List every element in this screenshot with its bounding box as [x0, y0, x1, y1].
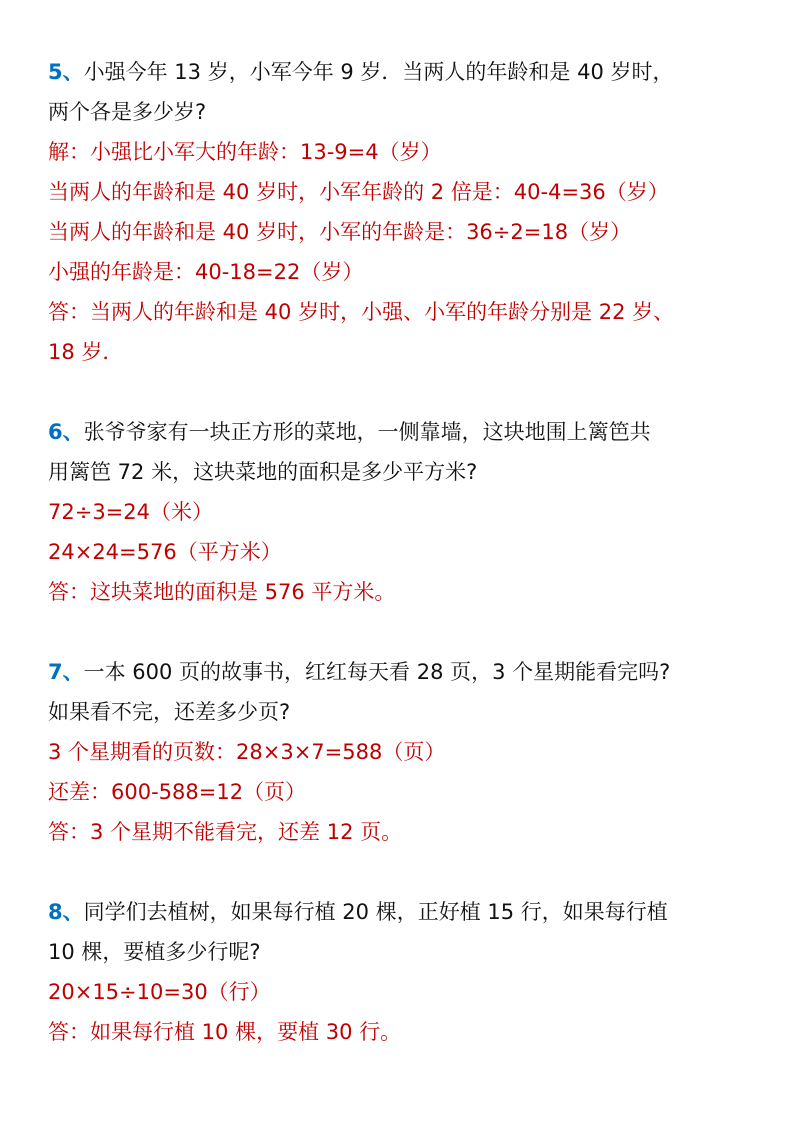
- answer-line: 3 个星期看的页数：28×3×7=588（页）: [48, 740, 446, 764]
- answer-line: 答：当两人的年龄和是 40 岁时，小强、小军的年龄分别是 22 岁、: [48, 300, 675, 324]
- problem-number: 6、: [48, 420, 84, 444]
- question-text: 两个各是多少岁?: [48, 100, 207, 124]
- document-page: [48, 52, 768, 1052]
- answer-line: 答：3 个星期不能看完，还差 12 页。: [48, 820, 403, 844]
- answer-line: 72÷3=24（米）: [48, 500, 213, 524]
- question-line: [48, 452, 768, 492]
- problem-6: [48, 412, 768, 612]
- answer-line: 当两人的年龄和是 40 岁时，小军的年龄是：36÷2=18（岁）: [48, 220, 632, 244]
- question-text: 同学们去植树，如果每行植 20 棵，正好植 15 行，如果每行植: [83, 900, 668, 924]
- spacer: [48, 852, 768, 892]
- answer-line: 20×15÷10=30（行）: [48, 980, 271, 1004]
- answer-line: 当两人的年龄和是 40 岁时，小军年龄的 2 倍是：40-4=36（岁）: [48, 180, 669, 204]
- spacer: [48, 612, 768, 652]
- answer-line: 24×24=576（平方米）: [48, 540, 282, 564]
- question-text: 张爷爷家有一块正方形的菜地，一侧靠墙，这块地围上篱笆共: [83, 420, 651, 444]
- answer-line: 答：如果每行植 10 棵，要植 30 行。: [48, 1020, 402, 1044]
- answer-line: 还差：600-588=12（页）: [48, 780, 307, 804]
- question-line: [48, 52, 768, 92]
- question-line: [48, 932, 768, 972]
- problem-5: [48, 52, 768, 372]
- answer-line: 小强的年龄是：40-18=22（岁）: [48, 260, 364, 284]
- question-text: 一本 600 页的故事书，红红每天看 28 页，3 个星期能看完吗?: [83, 660, 671, 684]
- problem-number: 5、: [48, 60, 84, 84]
- question-text: 10 棵，要植多少行呢?: [48, 940, 261, 964]
- problem-8: [48, 892, 768, 1052]
- problem-number: 8、: [48, 900, 84, 924]
- spacer: [48, 372, 768, 412]
- problem-7: [48, 652, 768, 852]
- question-line: [48, 652, 768, 692]
- answer-line: 答：这块菜地的面积是 576 平方米。: [48, 580, 396, 604]
- question-text: 如果看不完，还差多少页?: [48, 700, 291, 724]
- question-line: [48, 92, 768, 132]
- question-text: 小强今年 13 岁，小军今年 9 岁．当两人的年龄和是 40 岁时，: [83, 60, 674, 84]
- problem-number: 7、: [48, 660, 84, 684]
- question-line: [48, 692, 768, 732]
- answer-line: 18 岁．: [48, 340, 124, 364]
- question-line: [48, 412, 768, 452]
- answer-line: 解：小强比小军大的年龄：13-9=4（岁）: [48, 140, 442, 164]
- question-line: [48, 892, 768, 932]
- question-text: 用篱笆 72 米，这块菜地的面积是多少平方米?: [48, 460, 478, 484]
